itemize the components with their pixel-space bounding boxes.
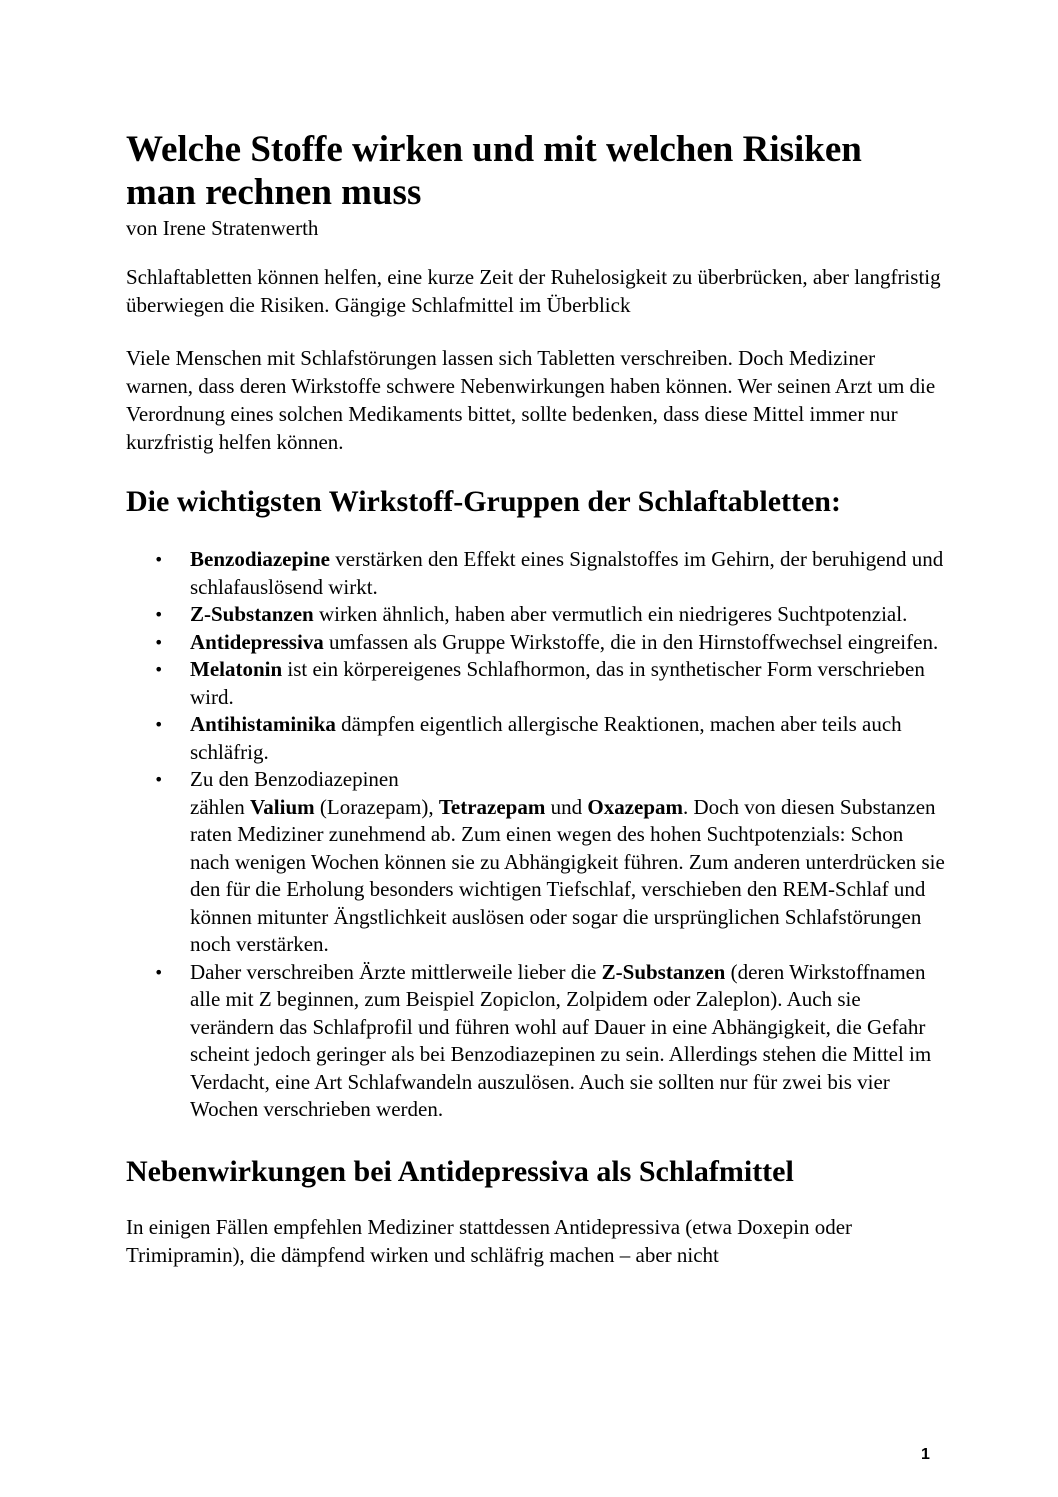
lead-paragraph: Schlaftabletten können helfen, eine kurze Zeit der Ruhelosigkeit zu überbrücken, aber langfristig überwiegen die Risiken. Gängige Schlafmittel im Überblick xyxy=(126,265,941,317)
term-oxazepam: Oxazepam xyxy=(587,794,684,819)
list-item xyxy=(126,656,946,711)
term-antidepressiva: Antidepressiva xyxy=(190,629,324,654)
document-body xyxy=(126,128,946,1269)
bullet-icon: • xyxy=(154,605,164,624)
article-title-line-2: man rechnen muss xyxy=(126,172,422,213)
term-melatonin: Melatonin xyxy=(190,657,283,681)
list-item-z-substances xyxy=(126,959,946,1124)
list-item-benzodiazepines xyxy=(126,766,946,959)
term-tetrazepam: Tetrazepam xyxy=(438,794,546,819)
term-valium: Valium xyxy=(250,794,315,819)
bullet-icon: • xyxy=(154,550,164,569)
bullet-icon: • xyxy=(154,715,164,734)
bullet-icon: • xyxy=(154,770,164,789)
list-item-text: (deren Wirkstoffnamen alle mit Z beginnen, zum Beispiel Zopiclon, Zolpidem oder Zaleplon). Auch sie verändern das Schlafprofil und führen wohl auf Dauer in eine Abhängigkeit, die Gefahr scheint jedoch geringer als bei Benzodiazepinen zu sein. Allerdings stehen die Mittel im Verdacht, eine Art Schlafwandeln auszulösen. Auch sie sollten nur für zwei bis vier Wochen verschrieben werden. xyxy=(190,959,932,1121)
list-item-text: umfassen als Gruppe Wirkstoffe, die in den Hirnstoffwechsel eingreifen. xyxy=(323,629,939,654)
term-benzodiazepine: Benzodiazepine xyxy=(190,547,330,571)
byline: von Irene Stratenwerth xyxy=(126,216,319,240)
article-title xyxy=(126,128,946,214)
list-item-text: verstärken den Effekt eines Signalstoffes im Gehirn, der beruhigend und schlafauslösend wirkt. xyxy=(190,547,944,599)
section-heading-side-effects: Nebenwirkungen bei Antidepressiva als Schlafmittel xyxy=(126,1154,794,1188)
article-title-line-1: Welche Stoffe wirken und mit welchen Risiken xyxy=(126,129,862,170)
list-item-text: wirken ähnlich, haben aber vermutlich ein niedrigeres Suchtpotenzial. xyxy=(313,602,908,626)
bullet-icon: • xyxy=(154,962,164,982)
list-item-text: zählen xyxy=(190,794,251,819)
term-z-substanzen: Z-Substanzen xyxy=(190,602,314,626)
list-item xyxy=(126,601,946,629)
side-effects-paragraph: In einigen Fällen empfehlen Mediziner stattdessen Antidepressiva (etwa Doxepin oder Trimipramin), die dämpfend wirken und schläfrig machen – aber nicht xyxy=(126,1214,853,1267)
list-item xyxy=(126,711,946,766)
list-item-text: und xyxy=(545,794,588,819)
list-item-text: ist ein körpereigenes Schlafhormon, das in synthetischer Form verschrieben wird. xyxy=(190,657,925,709)
list-item-text: (Lorazepam), xyxy=(314,794,439,819)
intro-paragraph: Viele Menschen mit Schlafstörungen lassen sich Tabletten verschreiben. Doch Mediziner warnen, dass deren Wirkstoffe schwere Nebenwirkungen haben können. Wer seinen Arzt um die Verordnung eines solchen Medikaments bittet, sollte bedenken, dass diese Mittel immer nur kurzfristig helfen können. xyxy=(126,346,936,454)
term-z-substanzen: Z-Substanzen xyxy=(601,959,726,984)
list-item xyxy=(126,629,946,657)
bullet-icon: • xyxy=(154,660,164,679)
list-item-text: Zu den Benzodiazepinen xyxy=(190,767,399,791)
list-item-text: Daher verschreiben Ärzte mittlerweile lieber die xyxy=(190,959,602,984)
list-item-text: dämpfen eigentlich allergische Reaktionen, machen aber teils auch schläfrig. xyxy=(190,712,902,764)
bullet-icon: • xyxy=(154,632,164,652)
section-heading-groups: Die wichtigsten Wirkstoff-Gruppen der Schlaftabletten: xyxy=(126,485,841,518)
term-antihistaminika: Antihistaminika xyxy=(190,712,336,736)
page-number: 1 xyxy=(921,1446,930,1463)
ingredient-groups-list xyxy=(126,546,946,1124)
list-item-text: . Doch von diesen Substanzen raten Mediziner zunehmend ab. Zum einen wegen des hohen Suchtpotenzials: Schon nach wenigen Wochen können sie zu Abhängigkeit führen. Zum anderen unterdrücken sie den für die Erholung besonders wichtigen Tiefschlaf, verschieben den REM-Schlaf und können mitunter Ängstlichkeit auslösen oder sogar die ursprünglichen Schlafstörungen noch verstärken. xyxy=(190,794,945,956)
list-item xyxy=(126,546,946,601)
